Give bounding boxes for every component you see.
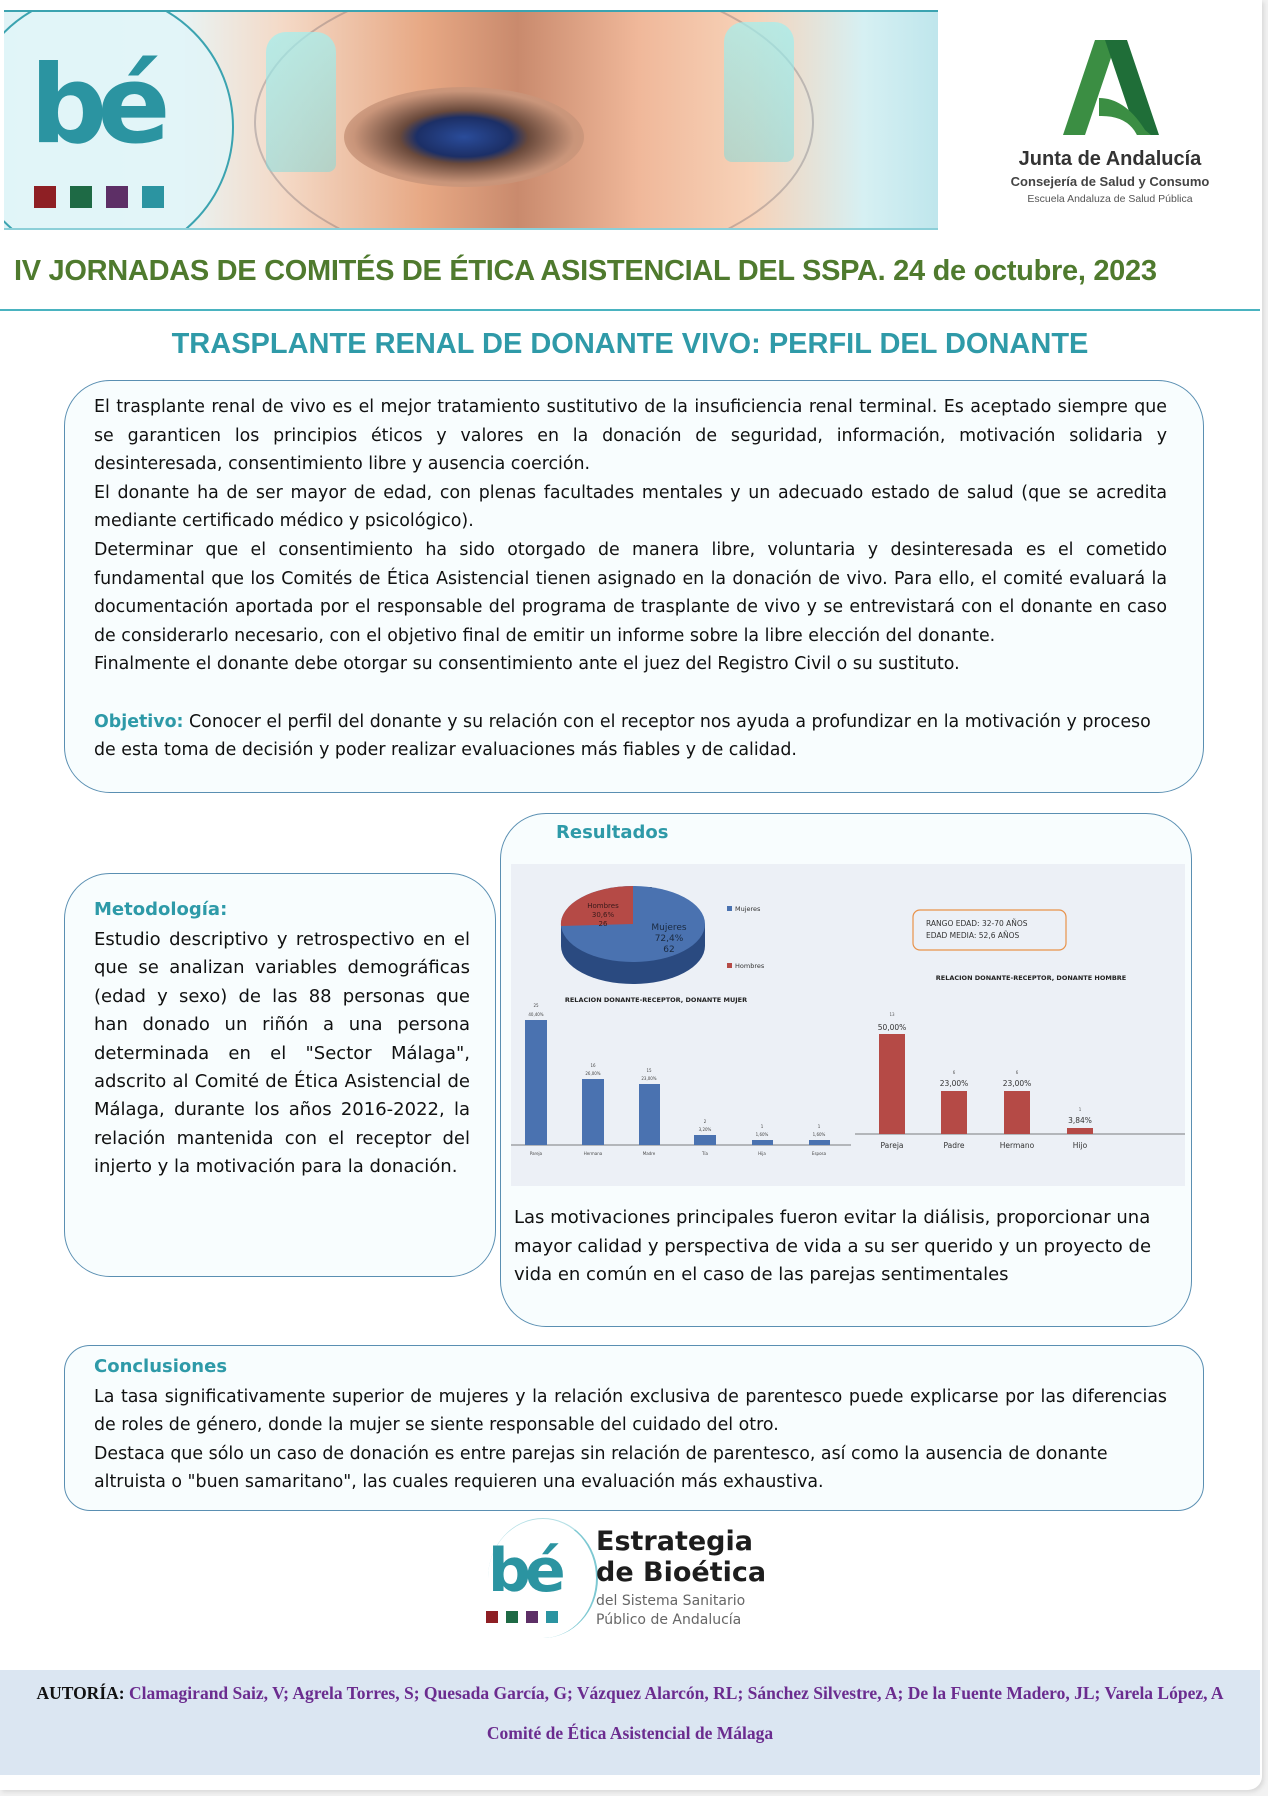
bar-category: Esposa (811, 1151, 827, 1156)
authors-label: AUTORÍA: (36, 1683, 125, 1703)
bar-pct: 26,00% (585, 1071, 601, 1076)
conclusions-paragraph: La tasa significativamente superior de mujeres y la relación exclusiva de parentesco puede explicarse por las diferencias de roles de género, donde la mujer se siente responsable del cuidado del otro. (94, 1387, 1167, 1436)
estrategia-bioetica-logo (478, 1518, 768, 1648)
pie-label-hombres: Hombres (587, 902, 619, 910)
bar-pct: 23,00% (1002, 1079, 1032, 1088)
bar-pct: 23,00% (939, 1079, 969, 1088)
objective-label: Objetivo: (94, 711, 184, 732)
bar-category: Hermano (999, 1141, 1035, 1150)
pie-value-mujeres: 62 (663, 945, 675, 955)
square-icon (506, 1611, 518, 1623)
results-label: Resultados (556, 822, 669, 843)
bar-pct: 1,60% (812, 1132, 826, 1137)
committee-name: Comité de Ética Asistencial de Málaga (486, 1723, 774, 1743)
results-section (500, 813, 1192, 1327)
conclusions-section (64, 1345, 1204, 1511)
bar-pct: 50,00% (877, 1023, 907, 1032)
be-logo-text: bé (488, 1536, 560, 1606)
authors-footer (0, 1670, 1260, 1775)
intro-paragraph: Determinar que el consentimiento ha sido otorgado de manera libre, voluntaria y desinteresada es el cometido fundamental que los Comités de Ética Asistencial tienen asignado en la donación de vivo. Para ello, el comité evaluará la documentación aportada por el responsable del programa de trasplante de vivo y se entrevistará con el donante en caso de considerarlo necesario, con el objetivo final de emitir un informe sobre la libre elección del donante. (94, 539, 1167, 646)
charts-svg (511, 864, 1185, 1186)
methodology-label: Metodología: (94, 899, 228, 920)
bar-value: 2 (703, 1119, 707, 1124)
bar-category: Madre (642, 1151, 656, 1156)
legend-mujeres: Mujeres (735, 905, 761, 913)
square-icon (106, 186, 128, 208)
bar-value: 6 (1015, 1070, 1019, 1075)
conclusions-paragraph: Destaca que sólo un caso de donación es entre parejas sin relación de parentesco, así como la ausencia de donante altruista o "buen samaritano", las cuales requieren una evaluación más exhaustiva. (94, 1443, 1108, 1493)
intro-paragraph: El trasplante renal de vivo es el mejor tratamiento sustitutivo de la insuficiencia renal terminal. Es aceptado siempre que se garanticen los principios éticos y valores en la donación de seguridad, información, motivación solidaria y desinteresada, consentimiento libre y ausencia coerción. (94, 397, 1167, 475)
bar-category: Pareja (880, 1141, 904, 1150)
conclusions-text (94, 1383, 1167, 1497)
poster-title: TRASPLANTE RENAL DE DONANTE VIVO: PERFIL DEL DONANTE (171, 328, 1089, 360)
square-icon (486, 1611, 498, 1623)
methodology-section (64, 873, 496, 1277)
legend-hombres: Hombres (735, 962, 765, 970)
square-icon (142, 186, 164, 208)
age-stats-box (913, 910, 1066, 950)
intro-text (94, 393, 1167, 765)
female-bar-title: RELACION DONANTE-RECEPTOR, DONANTE MUJER (564, 996, 748, 1004)
methodology-text: Estudio descriptivo y retrospectivo en el que se analizan variables demográficas (edad y sexo) de las 88 personas que han donado un riñón a una persona determinada en el "Sector Málaga", adscrito al Comité de Ética Asistencial de Málaga, durante los años 2016-2022, la relación mantenida con el receptor del injerto y la motivación para la donación. (94, 929, 470, 1178)
authors-line (20, 1682, 1240, 1704)
junta-subtitle-2: Escuela Andaluza de Salud Pública (1027, 193, 1193, 205)
results-text: Las motivaciones principales fueron evitar la diálisis, proporcionar una mayor calidad y perspectiva de vida a su ser querido y un proyecto de vida en común en el caso de las parejas sentimentales (514, 1207, 1152, 1286)
pie-pct-hombres: 30,6% (591, 911, 615, 919)
estrategia-title-line: Estrategia (596, 1526, 753, 1557)
pie-legend (727, 905, 765, 970)
age-mean: EDAD MEDIA: 52,6 AÑOS (926, 931, 1020, 940)
bar-value: 25 (533, 1003, 539, 1008)
square-icon (34, 186, 56, 208)
male-bar-title: RELACION DONANTE-RECEPTOR, DONANTE HOMBRE (935, 974, 1127, 982)
spacer (94, 679, 1167, 708)
chess-piece-graphic (266, 32, 336, 172)
bar-value: 6 (952, 1070, 956, 1075)
junta-subtitle: Consejería de Salud y Consumo (1010, 174, 1210, 189)
be-logo (30, 43, 190, 222)
bar-category: Hermana (583, 1151, 603, 1156)
bar-value: 1 (1078, 1107, 1082, 1112)
logo-color-squares (486, 1611, 558, 1623)
bar-pct: 23,00% (641, 1076, 657, 1081)
bar-pct: 3,84% (1068, 1116, 1092, 1125)
junta-andalucia-logo (990, 40, 1230, 205)
eye-graphic (344, 87, 584, 187)
bar-pct: 40,40% (528, 1012, 544, 1017)
bar-category: Pareja (529, 1151, 543, 1156)
bar-value: 15 (646, 1068, 652, 1073)
divider (0, 309, 1260, 311)
pie-label-mujeres: Mujeres (651, 923, 687, 933)
objective-paragraph (94, 708, 1167, 765)
conclusions-label: Conclusiones (94, 1356, 228, 1377)
pie-pct-mujeres: 72,4% (654, 934, 684, 944)
bar-category: Hijo (1072, 1141, 1088, 1150)
be-logo-text: bé (30, 43, 161, 168)
estrategia-subtitle-line: Público de Andalucía (596, 1612, 742, 1628)
square-icon (546, 1611, 558, 1623)
estrategia-title (596, 1526, 766, 1588)
bar-pct: 3,20% (698, 1127, 712, 1132)
intro-section (64, 380, 1204, 793)
logo-color-squares (34, 186, 164, 208)
header-banner-image (4, 10, 938, 230)
authors-names: Clamagirand Saiz, V; Agrela Torres, S; Quesada García, G; Vázquez Alarcón, RL; Sánchez Silvestre, A; De la Fuente Madero, JL; Varela López, A (124, 1683, 1224, 1703)
bar-category: Padre (943, 1141, 965, 1150)
results-charts (511, 864, 1185, 1186)
bar-value: 1 (760, 1124, 764, 1129)
estrategia-subtitle-line: del Sistema Sanitario (596, 1593, 746, 1609)
bar-category: Hija (758, 1151, 766, 1156)
objective-text: Conocer el perfil del donante y su relación con el receptor nos ayuda a profundizar en la motivación y proceso de esta toma de decisión y poder realizar evaluaciones más fiables y de calidad. (94, 711, 1151, 761)
junta-title: Junta de Andalucía (1018, 148, 1202, 170)
pie-chart (561, 886, 705, 984)
bar-value: 13 (889, 1012, 895, 1017)
square-icon (70, 186, 92, 208)
pie-value-hombres: 26 (598, 920, 608, 928)
chess-piece-graphic (724, 22, 794, 162)
square-icon (526, 1611, 538, 1623)
estrategia-title-line: de Bioética (596, 1557, 767, 1588)
junta-a-icon (1055, 40, 1165, 135)
bar-pct: 1,60% (755, 1132, 769, 1137)
male-bar-chart (855, 1012, 1185, 1150)
intro-paragraph: Finalmente el donante debe otorgar su consentimiento ante el juez del Registro Civil o su sustituto. (94, 654, 960, 675)
bar-value: 1 (817, 1124, 821, 1129)
estrategia-subtitle (596, 1592, 745, 1630)
intro-paragraph: El donante ha de ser mayor de edad, con plenas facultades mentales y un adecuado estado de salud (que se acredita mediante certificado médico y psicológico). (94, 482, 1167, 532)
female-bar-chart (511, 1003, 851, 1156)
age-range: RANGO EDAD: 32-70 AÑOS (926, 919, 1028, 928)
conference-title: IV JORNADAS DE COMITÉS DE ÉTICA ASISTENCIAL DEL SSPA. 24 de octubre, 2023 (14, 255, 1157, 287)
bar-category: Tía (701, 1151, 709, 1156)
bar-value: 16 (590, 1063, 596, 1068)
